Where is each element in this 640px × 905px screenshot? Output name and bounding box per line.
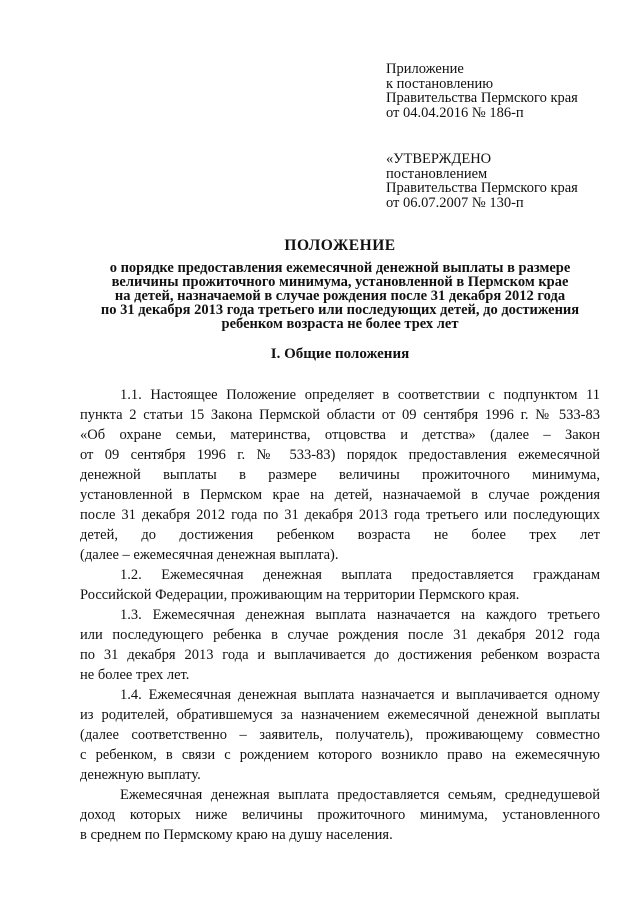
paragraph-line: 1.4. Ежемесячная денежная выплата назначается и выплачивается одному	[120, 687, 600, 703]
approved-stamp-line: от 06.07.2007 № 130-п	[386, 194, 524, 211]
approved-stamp-line: постановлением	[386, 165, 488, 182]
paragraph-line: (далее – ежемесячная денежная выплата).	[80, 547, 339, 563]
paragraph-line: из родителей, обратившемуся за назначением ежемесячной денежной выплаты	[80, 707, 600, 723]
approved-stamp-line: «УТВЕРЖДЕНО	[386, 151, 492, 167]
paragraph-1-3	[80, 605, 600, 685]
paragraph-line: с ребенком, в связи с рождением которого возникло право на ежемесячную	[80, 747, 600, 763]
paragraph-line: детей, до достижения ребенком возраста не более трех лет	[80, 527, 600, 543]
paragraph-line: от 09 сентября 1996 г. № 533-83) порядок предоставления ежемесячной	[80, 447, 600, 463]
paragraph-line: денежную выплату.	[80, 767, 201, 783]
appendix-stamp-line: Приложение	[386, 61, 464, 77]
document-subtitle	[60, 261, 620, 331]
subtitle-line: величины прожиточного минимума, установленной в Пермском крае	[111, 274, 569, 290]
paragraph-line: по 31 декабря 2013 года и выплачивается до достижения ребенком возраста	[80, 647, 600, 663]
appendix-stamp-line: от 04.04.2016 № 186-п	[386, 104, 524, 121]
approved-stamp	[386, 152, 578, 210]
paragraph-1-4	[80, 685, 600, 785]
subtitle-line: на детей, назначаемой в случае рождения после 31 декабря 2012 года	[114, 288, 566, 304]
document-body	[80, 385, 600, 845]
subtitle-line: о порядке предоставления ежемесячной денежной выплаты в размере	[109, 260, 571, 276]
appendix-stamp-line: к постановлению	[386, 75, 494, 92]
paragraph-income	[80, 785, 600, 845]
approved-stamp-line: Правительства Пермского края	[386, 180, 578, 196]
paragraph-1-2	[80, 565, 600, 605]
paragraph-line: (далее соответственно – заявитель, получатель), проживающему совместно	[80, 727, 600, 743]
appendix-stamp	[386, 62, 578, 120]
paragraph-line: 1.1. Настоящее Положение определяет в соответствии с подпунктом 11	[120, 387, 600, 403]
paragraph-line: пункта 2 статьи 15 Закона Пермской области от 09 сентября 1996 г. № 533-83	[80, 407, 600, 423]
paragraph-line: Российской Федерации, проживающим на территории Пермского края.	[80, 587, 520, 603]
subtitle-line: по 31 декабря 2013 года третьего или последующих детей, до достижения	[100, 302, 580, 318]
document-title: ПОЛОЖЕНИЕ	[284, 237, 396, 254]
paragraph-line: установленной в Пермском крае на детей, назначаемой в случае рождения	[80, 487, 600, 503]
paragraph-line: не более трех лет.	[80, 667, 190, 683]
section-heading: I. Общие положения	[270, 346, 410, 362]
paragraph-line: денежной выплаты в размере величины прожиточного минимума,	[80, 467, 600, 483]
paragraph-1-1	[80, 385, 600, 565]
title-block	[60, 237, 620, 331]
paragraph-line: «Об охране семьи, материнства, отцовства и детства» (далее – Закон	[80, 427, 600, 443]
paragraph-line: доход которых ниже величины прожиточного минимума, установленного	[80, 807, 600, 823]
paragraph-line: после 31 декабря 2012 года по 31 декабря 2013 года третьего или последующих	[80, 507, 600, 523]
paragraph-line: Ежемесячная денежная выплата предоставляется семьям, среднедушевой	[120, 787, 600, 803]
paragraph-line: или последующего ребенка в случае рождения после 31 декабря 2012 года	[80, 627, 600, 643]
paragraph-line: в среднем по Пермскому краю на душу населения.	[80, 827, 393, 843]
subtitle-line: ребенком возраста не более трех лет	[221, 316, 459, 332]
appendix-stamp-line: Правительства Пермского края	[386, 90, 578, 106]
paragraph-line: 1.3. Ежемесячная денежная выплата назначается на каждого третьего	[120, 607, 600, 623]
paragraph-line: 1.2. Ежемесячная денежная выплата предоставляется гражданам	[120, 567, 600, 583]
